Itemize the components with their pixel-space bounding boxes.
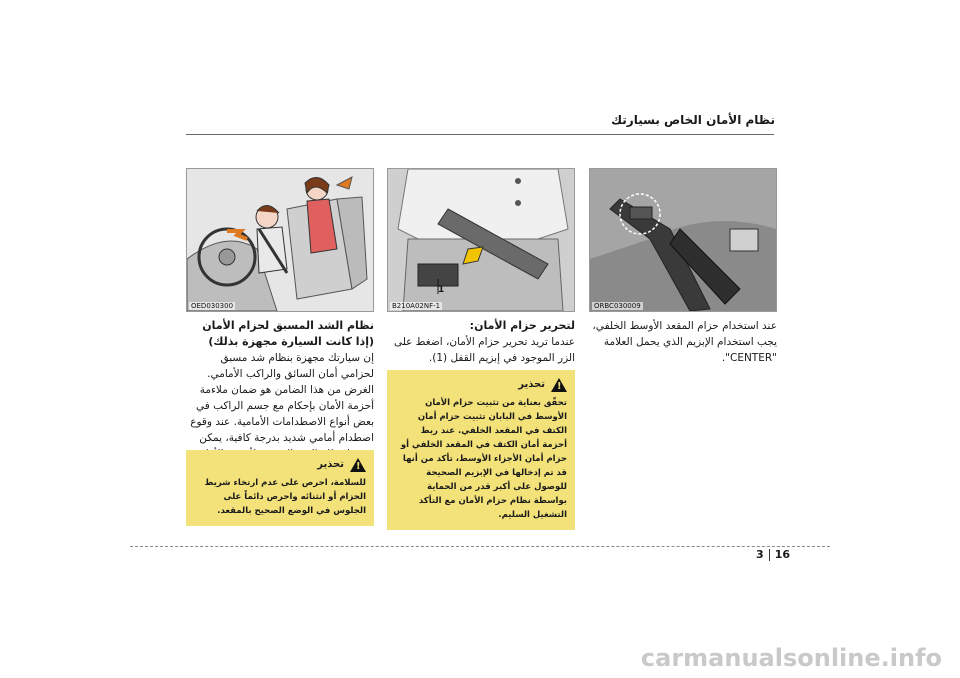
warning-title: تحذير (518, 379, 545, 390)
middle-heading: لتحرير حزام الأمان: (469, 319, 575, 332)
warning-text: تحقّق بعناية من تثبيت حزام الأمان الأوسط في البابان تثبيت حزام أمان الكتف في المقعد الخلفي. عند ربط أحزمة أمان الكتف في المقعد الخلفي أو حزام أمان الأجزاء الأوسط، تأكد من أنها قد تم إدخالها في الإبزيم الصحيحة للوصول على أكبر قدر من الحماية بواسطة نظام حزام الأمان مع التأكد التشغيل السليم. (400, 398, 567, 520)
right-body: عند استخدام حزام المقعد الأوسط الخلفي، يجب استخدام الإبزيم الذي يحمل العلامة "CENTER". (592, 320, 777, 364)
figure-center-buckle (589, 168, 777, 312)
figure-buckle-release (387, 168, 575, 312)
callout-label: 1 (438, 285, 445, 295)
figure-code: B210A02NF-1 (392, 302, 441, 310)
section-title: نظام الأمان الخاص بسيارتك (611, 113, 775, 127)
left-body: إن سيارتك مجهزة بنظام شد مسبق لحزامي أمان السائق والراكب الأمامي. الغرض من هذا الضامن هو ضمان ملاءمة أحزمة الأمان بإحكام مع جسم الراكب في بعض أنواع الاصطدامات الأمامية. عند وقوع اصطدام أمامي شديد بدرجة كافية، يمكن (190, 352, 374, 444)
warning-icon (551, 378, 567, 392)
right-column (589, 318, 777, 366)
warning-icon (350, 458, 366, 472)
middle-body: عندما تريد تحرير حزام الأمان، اضغط على الزر الموجود في إبزيم القفل (1). (393, 336, 575, 364)
middle-warning-box (387, 370, 575, 530)
left-heading-line1: نظام الشد المسبق لحزام الأمان (202, 319, 374, 332)
left-warning-box (186, 450, 374, 526)
center-buckle-illustration (590, 169, 776, 311)
left-heading-line2: (إذا كانت السيارة مجهزة بذلك) (208, 335, 374, 348)
pretensioner-illustration (187, 169, 373, 311)
figure-code: OED030300 (191, 302, 234, 310)
page-number (756, 548, 790, 561)
bottom-divider (130, 546, 830, 547)
figure-code: ORBC030009 (594, 302, 641, 310)
page-number-value: 16 (774, 548, 790, 561)
buckle-release-illustration (388, 169, 574, 311)
warning-text: للسلامة، احرص على عدم ارتخاء شريط الحزام أو انثنائه واحرص دائماً على الجلوس في الوضع الصحيح بالمقعد. (204, 478, 366, 516)
figure-pretensioner (186, 168, 374, 312)
chapter-number: 3 (756, 548, 764, 561)
warning-title: تحذير (317, 459, 344, 470)
watermark: carmanualsonline.info (640, 644, 942, 672)
top-divider (186, 134, 774, 135)
middle-column (387, 318, 575, 366)
left-column (186, 318, 374, 462)
